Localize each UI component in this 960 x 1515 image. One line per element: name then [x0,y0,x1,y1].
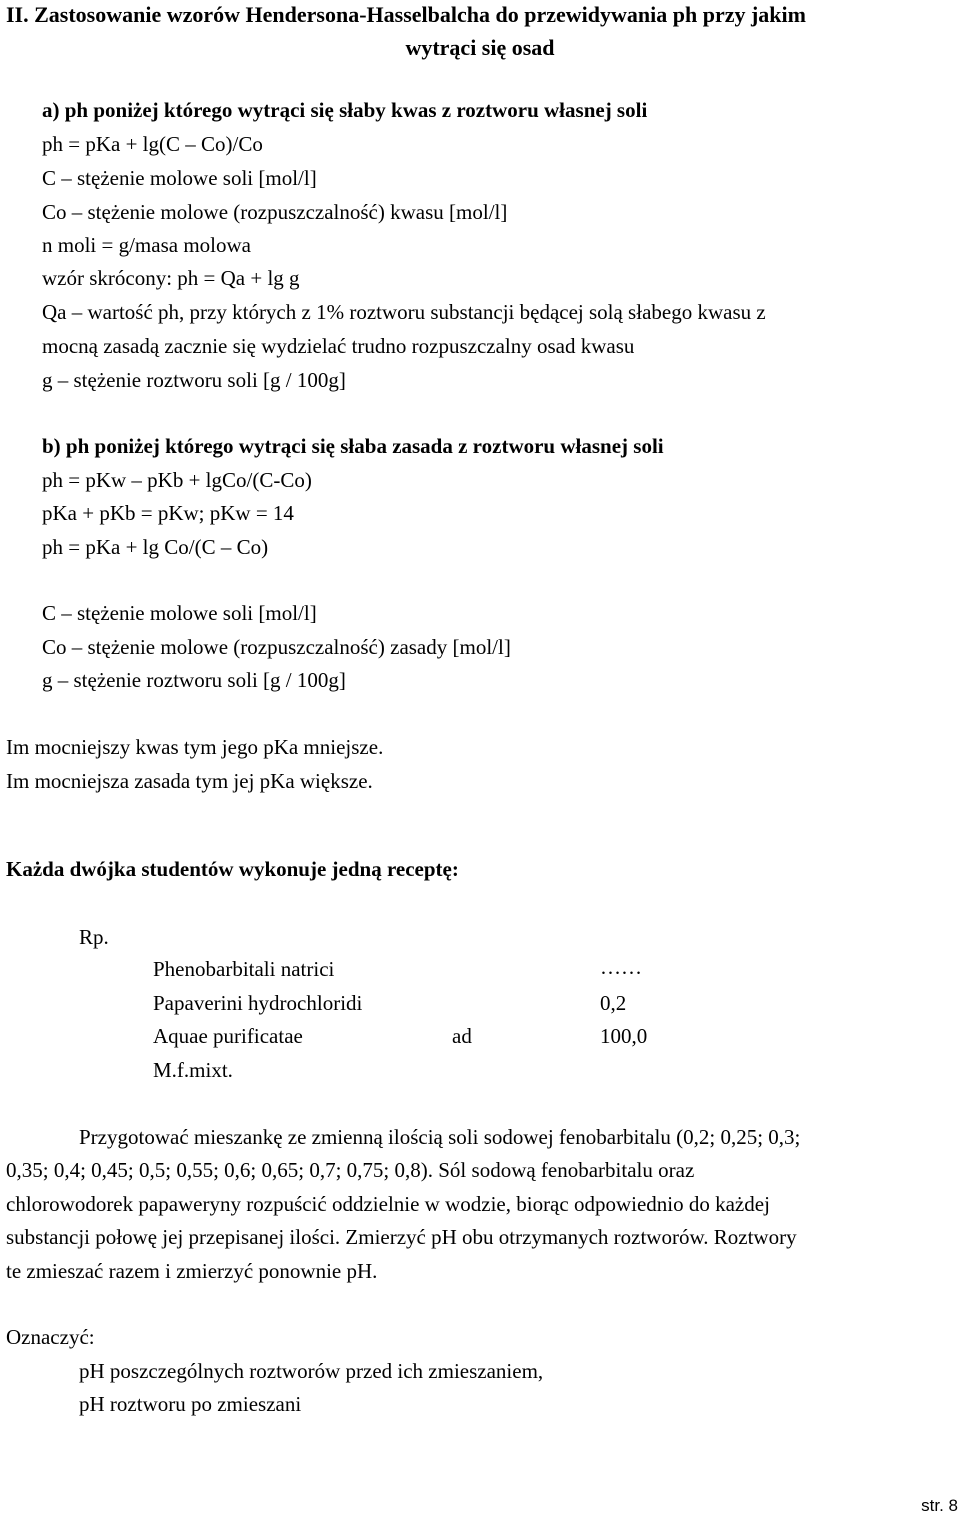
section-b-line: ph = pKw – pKb + lgCo/(C-Co) [42,468,312,492]
section-a-line: g – stężenie roztworu soli [g / 100g] [42,368,346,392]
determine-item: pH poszczególnych roztworów przed ich zmieszaniem, [79,1359,544,1383]
instruction-line: chlorowodorek papaweryny rozpuścić oddzielnie w wodzie, biorąc odpowiednio do każdej [6,1192,770,1216]
page-number: str. 8 [921,1496,958,1515]
page-title-continued: wytrąci się osad [405,35,555,60]
section-a-line: Qa – wartość ph, przy których z 1% roztworu substancji będącej solą słabego kwasu z [42,300,766,324]
section-b-definition: g – stężenie roztworu soli [g / 100g] [42,668,346,692]
recipe-ingredient: Papaverini hydrochloridi [153,991,363,1015]
page-title: II. Zastosowanie wzorów Hendersona-Hasselbalcha do przewidywania ph przy jakim [6,2,806,27]
section-a-line: C – stężenie molowe soli [mol/l] [42,166,317,190]
instruction-line: substancji połowę jej przepisanej ilości. Zmierzyć pH obu otrzymanych roztworów. Roztwory [6,1225,797,1249]
task-heading: Każda dwójka studentów wykonuje jedną receptę: [6,857,459,881]
recipe-ingredient: M.f.mixt. [153,1058,233,1082]
note-line: Im mocniejszy kwas tym jego pKa mniejsze. [6,735,384,759]
section-a-heading: a) ph poniżej którego wytrąci się słaby kwas z roztworu własnej soli [42,98,648,122]
section-a-line: Co – stężenie molowe (rozpuszczalność) kwasu [mol/l] [42,200,508,224]
section-b-definition: C – stężenie molowe soli [mol/l] [42,601,317,625]
recipe-ingredient: Aquae purificatae [153,1024,303,1048]
section-a-line: ph = pKa + lg(C – Co)/Co [42,132,263,156]
section-b-line: ph = pKa + lg Co/(C – Co) [42,535,269,559]
instruction-line: Przygotować mieszankę ze zmienną ilością soli sodowej fenobarbitalu (0,2; 0,25; 0,3; [79,1125,801,1149]
determine-heading: Oznaczyć: [6,1325,95,1349]
recipe-rp-label: Rp. [79,925,109,949]
recipe-amount: …… [600,955,642,979]
section-a-line: mocną zasadą zacznie się wydzielać trudno rozpuszczalny osad kwasu [42,334,635,358]
section-b-definition: Co – stężenie molowe (rozpuszczalność) zasady [mol/l] [42,635,511,659]
note-line: Im mocniejsza zasada tym jej pKa większe. [6,769,373,793]
recipe-ad: ad [452,1024,472,1048]
section-a-line: wzór skrócony: ph = Qa + lg g [42,266,300,290]
recipe-ingredient: Phenobarbitali natrici [153,957,335,981]
section-b-line: pKa + pKb = pKw; pKw = 14 [42,501,294,525]
section-a-line: n moli = g/masa molowa [42,233,251,257]
recipe-amount: 0,2 [600,991,627,1015]
instruction-line: te zmieszać razem i zmierzyć ponownie pH. [6,1259,378,1283]
section-b-heading: b) ph poniżej którego wytrąci się słaba zasada z roztworu własnej soli [42,434,664,458]
recipe-amount: 100,0 [600,1024,648,1048]
instruction-line: 0,35; 0,4; 0,45; 0,5; 0,55; 0,6; 0,65; 0,7; 0,75; 0,8). Sól sodową fenobarbitalu oraz [6,1158,695,1182]
determine-item: pH roztworu po zmieszani [79,1392,302,1416]
